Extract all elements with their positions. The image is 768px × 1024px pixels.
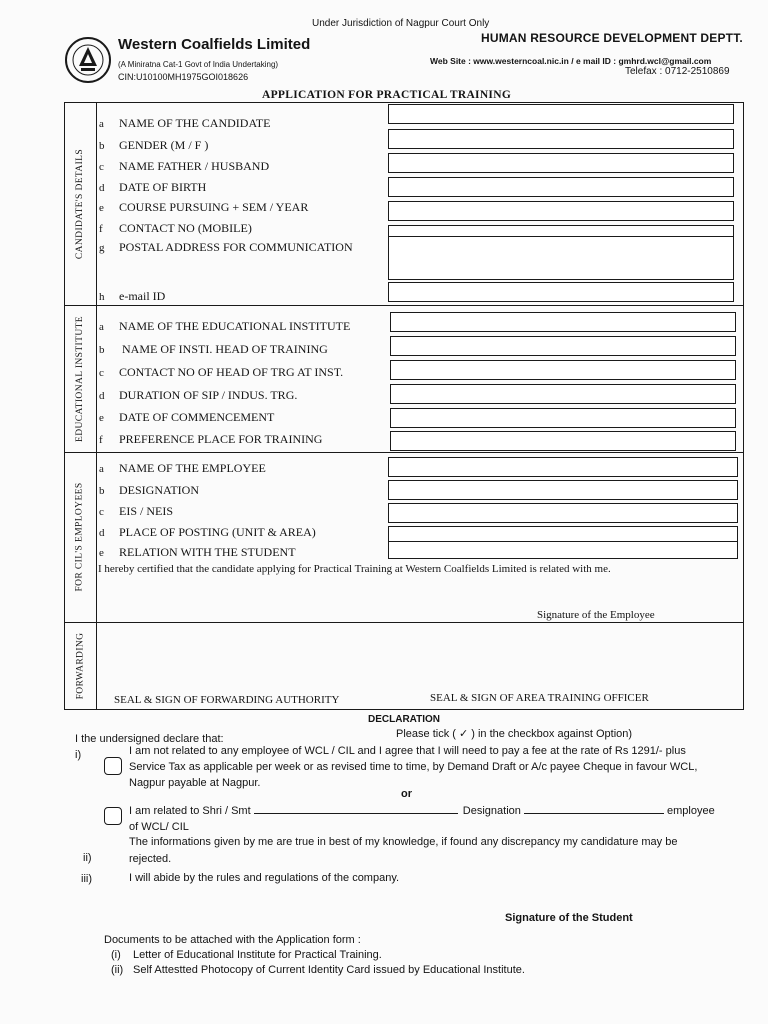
place-of-posting-label: d PLACE OF POSTING (UNIT & AREA)	[99, 525, 316, 539]
relation-label: e RELATION WITH THE STUDENT	[99, 545, 296, 559]
declaration-intro: I the undersigned declare that:	[75, 733, 224, 745]
option-not-related-checkbox[interactable]	[104, 757, 122, 775]
candidate-name-label: a NAME OF THE CANDIDATE	[99, 116, 271, 130]
employee-name-label: a NAME OF THE EMPLOYEE	[99, 461, 266, 475]
email-field[interactable]	[388, 282, 734, 302]
marker-iii: iii)	[81, 873, 92, 885]
postal-address-label: g POSTAL ADDRESS FOR COMMUNICATION	[99, 240, 353, 254]
commencement-date-field[interactable]	[390, 408, 736, 428]
email-label: h e-mail ID	[99, 289, 166, 303]
father-husband-field[interactable]	[388, 153, 734, 173]
contact-mobile-label: f CONTACT NO (MOBILE)	[99, 221, 252, 235]
section-label-employees: FOR CIL'S EMPLOYEES	[75, 482, 86, 592]
head-contact-field[interactable]	[390, 360, 736, 380]
section-label-institute: EDUCATIONAL INSTITUTE	[75, 315, 85, 442]
section-divider	[64, 305, 744, 306]
jurisdiction-note: Under Jurisdiction of Nagpur Court Only	[312, 18, 490, 29]
information-declaration: The informations given by me are true in best of my knowledge, if found any discrepancy my candidature may be	[129, 836, 678, 848]
telefax-number: Telefax : 0712-2510869	[625, 66, 730, 77]
training-duration-label: d DURATION OF SIP / INDUS. TRG.	[99, 388, 298, 402]
father-husband-label: c NAME FATHER / HUSBAND	[99, 159, 270, 173]
option-related-line: I am related to Shri / Smt Designation employee	[129, 805, 715, 817]
option-related-suffix: of WCL/ CIL	[129, 821, 189, 833]
preference-place-field[interactable]	[390, 431, 736, 451]
company-subtitle: (A Miniratna Cat-1 Govt of India Undertaking)	[118, 60, 279, 69]
candidate-name-field[interactable]	[388, 104, 734, 124]
marker-ii: ii)	[83, 852, 92, 864]
head-of-training-label: b NAME OF INSTI. HEAD OF TRAINING	[99, 342, 328, 356]
web-email-contact: Web Site : www.westerncoal.nic.in / e mail ID : gmhrd.wcl@gmail.com	[430, 56, 712, 66]
section-label-divider	[96, 102, 97, 710]
or-separator: or	[401, 788, 412, 800]
head-of-training-field[interactable]	[390, 336, 736, 356]
employee-name-field[interactable]	[388, 457, 738, 477]
employee-certification: I hereby certified that the candidate applying for Practical Training at Western Coalfields Limited is related with me.	[98, 563, 611, 575]
section-divider	[64, 622, 744, 623]
documents-heading: Documents to be attached with the Application form :	[104, 934, 361, 946]
related-name-blank[interactable]	[254, 803, 458, 814]
document-item: (ii) Self Attestted Photocopy of Current Identity Card issued by Educational Institute.	[111, 964, 525, 976]
training-duration-field[interactable]	[390, 384, 736, 404]
gender-label: b GENDER (M / F )	[99, 138, 209, 152]
rejected-text: rejected.	[129, 853, 172, 865]
eis-neis-field[interactable]	[388, 503, 738, 523]
marker-i: i)	[75, 749, 82, 761]
course-label: e COURSE PURSUING + SEM / YEAR	[99, 200, 309, 214]
section-label-forwarding: FORWARDING	[75, 632, 85, 700]
document-item: (i) Letter of Educational Institute for Practical Training.	[111, 949, 382, 961]
department-name: HUMAN RESOURCE DEVELOPMENT DEPTT.	[481, 31, 743, 45]
head-contact-label: c CONTACT NO OF HEAD OF TRG AT INST.	[99, 365, 344, 379]
form-title: APPLICATION FOR PRACTICAL TRAINING	[262, 89, 512, 101]
section-label-candidate: CANDIDATE'S DETAILS	[75, 148, 85, 259]
date-of-birth-field[interactable]	[388, 177, 734, 197]
preference-place-label: f PREFERENCE PLACE FOR TRAINING	[99, 432, 323, 446]
section-divider	[64, 452, 744, 453]
tick-instruction: Please tick ( ✓ ) in the checkbox against Option)	[396, 728, 633, 740]
option-related-checkbox[interactable]	[104, 807, 122, 825]
company-name: Western Coalfields Limited	[118, 36, 311, 53]
postal-address-field[interactable]	[388, 236, 734, 280]
institute-name-field[interactable]	[390, 312, 736, 332]
eis-neis-label: c EIS / NEIS	[99, 504, 173, 518]
abide-rules-text: I will abide by the rules and regulations of the company.	[129, 872, 400, 884]
option-not-related-text: I am not related to any employee of WCL / CIL and I agree that I will need to pay a fee at the rate of Rs 1291/- plus Service Tax as applicable per week or as revised time to time, by Demand Draft or A/c payee Cheque in favour WCL, Nagpur payable at Nagpur.	[129, 745, 698, 789]
area-training-officer-seal: SEAL & SIGN OF AREA TRAINING OFFICER	[430, 692, 649, 704]
student-signature-label: Signature of the Student	[505, 912, 633, 924]
date-of-birth-label: d DATE OF BIRTH	[99, 180, 207, 194]
declaration-heading: DECLARATION	[368, 714, 441, 725]
commencement-date-label: e DATE OF COMMENCEMENT	[99, 410, 275, 424]
gender-field[interactable]	[388, 129, 734, 149]
course-field[interactable]	[388, 201, 734, 221]
designation-field[interactable]	[388, 480, 738, 500]
institute-name-label: a NAME OF THE EDUCATIONAL INSTITUTE	[99, 319, 351, 333]
forwarding-authority-seal: SEAL & SIGN OF FORWARDING AUTHORITY	[114, 694, 340, 706]
related-designation-blank[interactable]	[524, 803, 664, 814]
wcl-logo	[64, 36, 112, 84]
relation-field[interactable]	[388, 541, 738, 559]
cin-number: CIN:U10100MH1975GOI018626	[118, 72, 249, 82]
employee-signature-label: Signature of the Employee	[537, 609, 655, 621]
designation-label: b DESIGNATION	[99, 483, 199, 497]
